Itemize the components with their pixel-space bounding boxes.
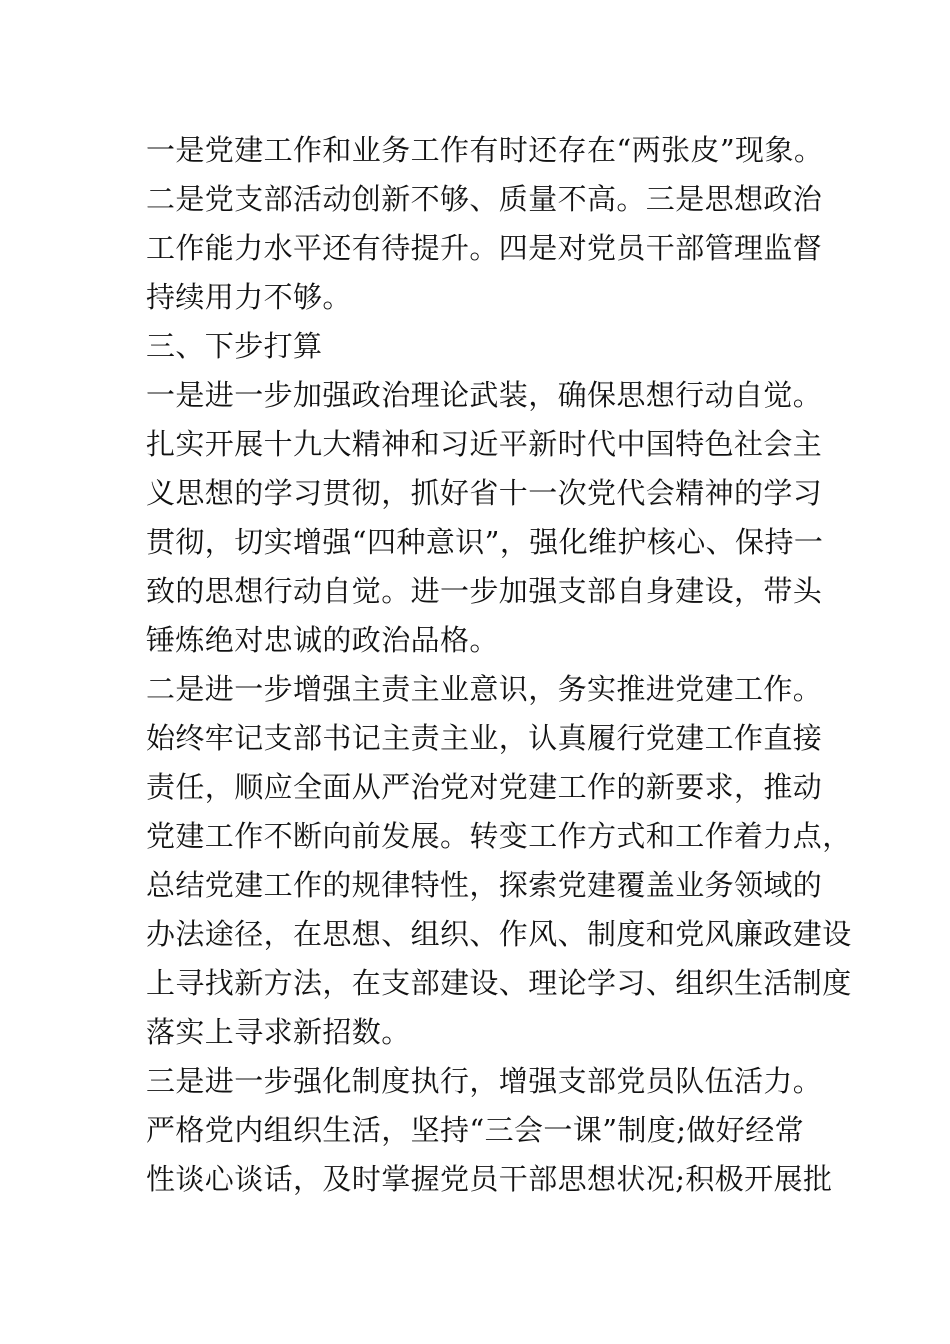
text-line: 致的思想行动自觉。进一步加强支部自身建设，带头 bbox=[146, 574, 823, 608]
text-line: 责任，顺应全面从严治党对党建工作的新要求，推动 bbox=[146, 770, 823, 804]
text-line: 二是党支部活动创新不够、质量不高。三是思想政治 bbox=[146, 182, 823, 216]
text-line: 上寻找新方法，在支部建设、理论学习、组织生活制度 bbox=[146, 966, 852, 1000]
text-line: 始终牢记支部书记主责主业，认真履行党建工作直接 bbox=[146, 721, 823, 755]
text-line: 办法途径，在思想、组织、作风、制度和党风廉政建设 bbox=[146, 917, 852, 951]
text-line: 总结党建工作的规律特性，探索党建覆盖业务领域的 bbox=[146, 868, 823, 902]
text-line: 扎实开展十九大精神和习近平新时代中国特色社会主 bbox=[146, 427, 823, 461]
text-line: 党建工作不断向前发展。转变工作方式和工作着力点， bbox=[146, 819, 852, 853]
text-line: 二是进一步增强主责主业意识，务实推进党建工作。 bbox=[146, 672, 823, 706]
text-line: 性谈心谈话，及时掌握党员干部思想状况;积极开展批 bbox=[146, 1162, 833, 1196]
text-line: 三是进一步强化制度执行，增强支部党员队伍活力。 bbox=[146, 1064, 823, 1098]
text-line: 一是进一步加强政治理论武装，确保思想行动自觉。 bbox=[146, 378, 823, 412]
text-line: 持续用力不够。 bbox=[146, 280, 352, 314]
text-line: 贯彻，切实增强“四种意识”，强化维护核心、保持一 bbox=[146, 525, 824, 559]
text-line: 锤炼绝对忠诚的政治品格。 bbox=[146, 623, 499, 657]
text-line: 一是党建工作和业务工作有时还存在“两张皮”现象。 bbox=[146, 133, 824, 167]
section-heading: 三、下步打算 bbox=[146, 329, 323, 363]
document-body bbox=[146, 126, 852, 1204]
text-line: 严格党内组织生活，坚持“三会一课”制度;做好经常 bbox=[146, 1113, 805, 1147]
text-line: 落实上寻求新招数。 bbox=[146, 1015, 411, 1049]
text-line: 义思想的学习贯彻，抓好省十一次党代会精神的学习 bbox=[146, 476, 823, 510]
text-line: 工作能力水平还有待提升。四是对党员干部管理监督 bbox=[146, 231, 823, 265]
